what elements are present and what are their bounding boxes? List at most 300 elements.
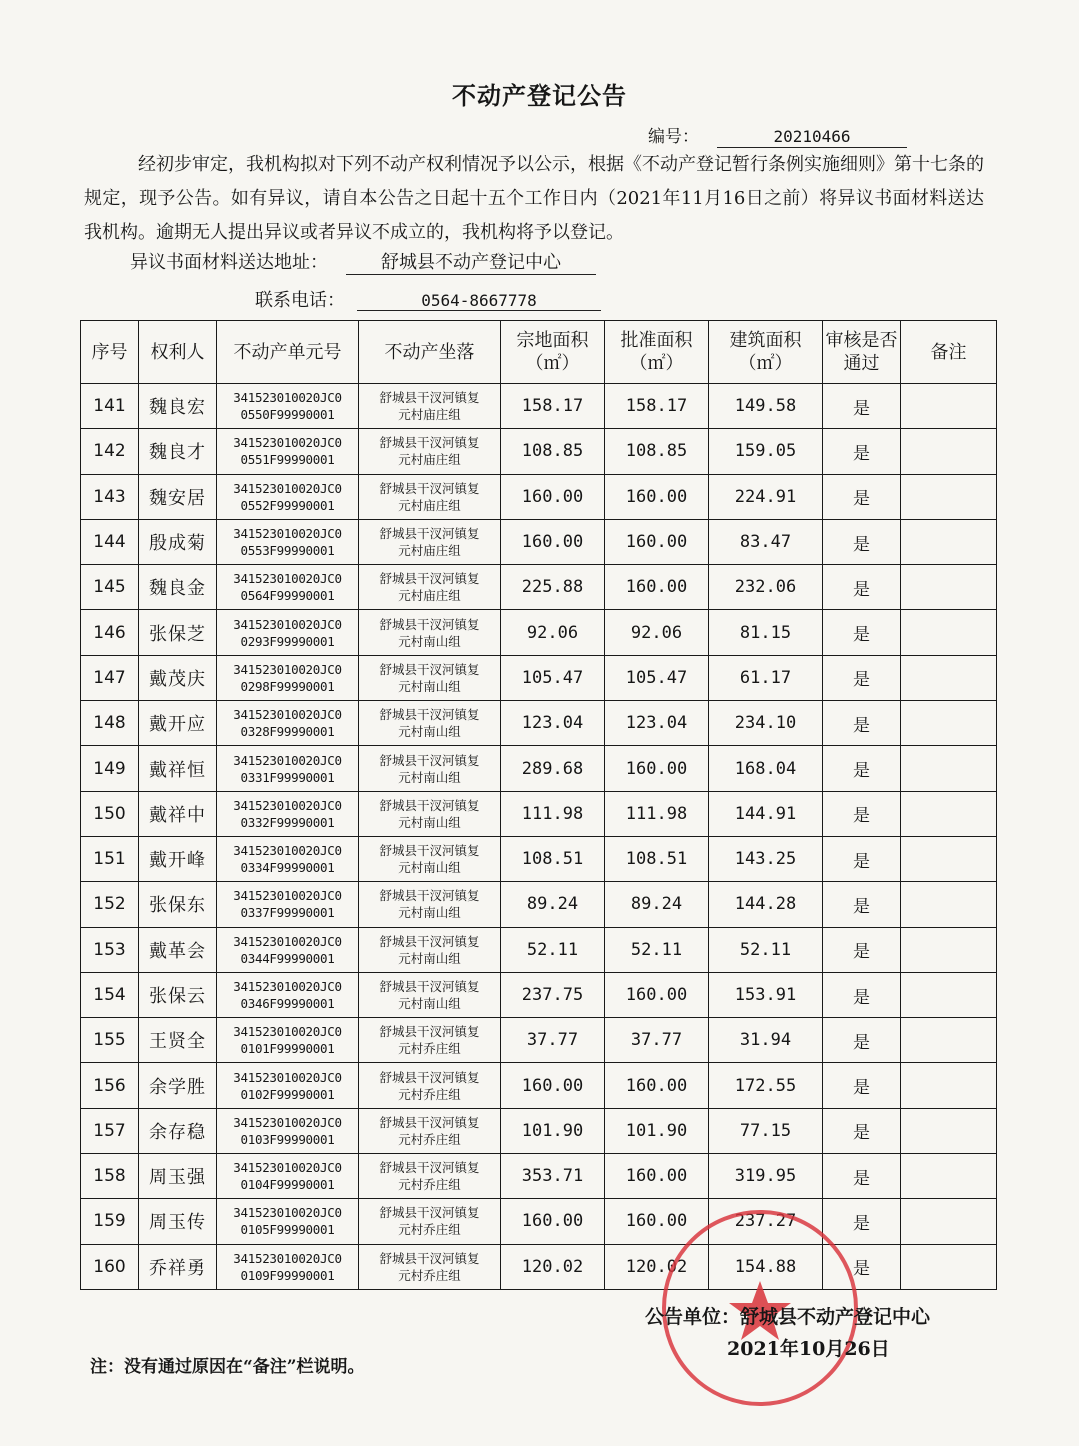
cell-building-area: 154.88 [709, 1244, 823, 1289]
location-part: 元村南山组 [398, 950, 461, 966]
cell-land-area: 120.02 [501, 1244, 605, 1289]
unit-number-part: 341523010020JC0 [233, 571, 342, 587]
cell-owner: 戴祥中 [139, 791, 217, 836]
header-seq: 序号 [81, 321, 139, 384]
cell-land-area: 160.00 [501, 474, 605, 519]
cell-unit-number [217, 927, 359, 972]
cell-unit-number [217, 384, 359, 429]
location-part: 元村南山组 [398, 678, 461, 694]
location-part: 舒城县干汊河镇复 [379, 480, 480, 496]
serial-number-label: 编号： [648, 127, 699, 147]
location-part: 元村庙庄组 [398, 543, 461, 559]
cell-approved: 是 [823, 655, 901, 700]
cell-owner: 戴祥恒 [139, 746, 217, 791]
location-part: 舒城县干汊河镇复 [379, 1069, 480, 1085]
cell-location [359, 972, 501, 1017]
cell-unit-number [217, 1108, 359, 1153]
cell-approved: 是 [823, 972, 901, 1017]
cell-remark [901, 927, 997, 972]
cell-land-area: 158.17 [501, 384, 605, 429]
table-row [81, 565, 997, 610]
cell-remark [901, 429, 997, 474]
header-approved: 审核是否通过 [823, 321, 901, 384]
location-part: 元村庙庄组 [398, 407, 461, 423]
location-part: 舒城县干汊河镇复 [379, 526, 480, 542]
cell-owner: 张保东 [139, 882, 217, 927]
cell-remark [901, 474, 997, 519]
cell-unit-number [217, 1244, 359, 1289]
location-part: 舒城县干汊河镇复 [379, 1205, 480, 1221]
cell-remark [901, 701, 997, 746]
cell-seq: 145 [81, 565, 139, 610]
cell-seq: 146 [81, 610, 139, 655]
cell-seq: 144 [81, 519, 139, 564]
cell-remark [901, 610, 997, 655]
cell-land-area: 101.90 [501, 1108, 605, 1153]
footer-date: 2021年10月26日 [727, 1338, 890, 1360]
cell-location [359, 1199, 501, 1244]
table-row [81, 1063, 997, 1108]
unit-number-part: 0346F99990001 [240, 996, 335, 1011]
cell-building-area: 232.06 [709, 565, 823, 610]
cell-owner: 魏良才 [139, 429, 217, 474]
cell-approved-area: 160.00 [605, 1154, 709, 1199]
cell-remark [901, 384, 997, 429]
cell-land-area: 160.00 [501, 1063, 605, 1108]
intro-paragraph: 经初步审定，我机构拟对下列不动产权利情况予以公示，根据《不动产登记暂行条例实施细则》第十七条的规定，现予公告。如有异议，请自本公告之日起十五个工作日内（2021年11月16日之前）将异议书面材料送达我机构。逾期无人提出异议或者异议不成立的，我机构将予以登记。 [84, 154, 984, 243]
cell-approved-area: 160.00 [605, 972, 709, 1017]
cell-remark [901, 655, 997, 700]
cell-approved: 是 [823, 565, 901, 610]
header-approved-area: 批准面积（㎡） [605, 321, 709, 384]
cell-land-area: 289.68 [501, 746, 605, 791]
unit-number-part: 341523010020JC0 [233, 979, 342, 994]
cell-location [359, 1063, 501, 1108]
cell-approved-area: 108.51 [605, 836, 709, 881]
unit-number-part: 0293F99990001 [240, 633, 335, 649]
unit-number-part: 0102F99990001 [240, 1086, 335, 1102]
table-row [81, 972, 997, 1017]
location-part: 元村南山组 [398, 814, 461, 830]
cell-owner: 周玉传 [139, 1199, 217, 1244]
cell-approved-area: 105.47 [605, 655, 709, 700]
unit-number-part: 341523010020JC0 [233, 707, 342, 723]
table-row [81, 474, 997, 519]
table-row [81, 836, 997, 881]
location-part: 舒城县干汊河镇复 [379, 1114, 480, 1130]
header-land-area: 宗地面积（㎡） [501, 321, 605, 384]
unit-number-part: 341523010020JC0 [233, 1114, 342, 1130]
cell-seq: 156 [81, 1063, 139, 1108]
table-row [81, 927, 997, 972]
document-title: 不动产登记公告 [452, 81, 627, 110]
cell-building-area: 149.58 [709, 384, 823, 429]
location-part: 舒城县干汊河镇复 [379, 933, 480, 949]
cell-approved-area: 123.04 [605, 701, 709, 746]
cell-approved-area: 52.11 [605, 927, 709, 972]
property-table [80, 320, 997, 1290]
table-row [81, 1108, 997, 1153]
cell-location [359, 610, 501, 655]
cell-approved: 是 [823, 791, 901, 836]
cell-location [359, 791, 501, 836]
cell-unit-number [217, 882, 359, 927]
cell-building-area: 237.27 [709, 1199, 823, 1244]
location-part: 元村乔庄组 [398, 1086, 461, 1102]
location-part: 舒城县干汊河镇复 [379, 1024, 480, 1040]
cell-approved: 是 [823, 610, 901, 655]
cell-seq: 154 [81, 972, 139, 1017]
cell-approved: 是 [823, 429, 901, 474]
unit-number-part: 0105F99990001 [240, 1222, 335, 1238]
unit-number-part: 341523010020JC0 [233, 1069, 342, 1085]
address-value: 舒城县不动产登记中心 [346, 248, 596, 275]
cell-location [359, 701, 501, 746]
cell-location [359, 882, 501, 927]
cell-unit-number [217, 1199, 359, 1244]
cell-land-area: 89.24 [501, 882, 605, 927]
header-remark: 备注 [901, 321, 997, 384]
location-part: 舒城县干汊河镇复 [379, 571, 480, 587]
cell-land-area: 37.77 [501, 1018, 605, 1063]
cell-location [359, 655, 501, 700]
cell-approved: 是 [823, 927, 901, 972]
cell-location [359, 1154, 501, 1199]
phone-label: 联系电话： [255, 290, 345, 311]
cell-building-area: 61.17 [709, 655, 823, 700]
cell-approved-area: 101.90 [605, 1108, 709, 1153]
cell-owner: 余学胜 [139, 1063, 217, 1108]
cell-seq: 150 [81, 791, 139, 836]
unit-number-part: 0104F99990001 [240, 1177, 335, 1193]
unit-number-part: 0109F99990001 [240, 1267, 335, 1283]
cell-land-area: 160.00 [501, 1199, 605, 1244]
cell-remark [901, 836, 997, 881]
cell-approved-area: 160.00 [605, 1199, 709, 1244]
cell-approved-area: 111.98 [605, 791, 709, 836]
location-part: 舒城县干汊河镇复 [379, 661, 480, 677]
cell-land-area: 225.88 [501, 565, 605, 610]
unit-number-part: 341523010020JC0 [233, 1250, 342, 1266]
cell-building-area: 234.10 [709, 701, 823, 746]
location-part: 舒城县干汊河镇复 [379, 843, 480, 859]
cell-land-area: 160.00 [501, 519, 605, 564]
cell-owner: 周玉强 [139, 1154, 217, 1199]
cell-owner: 王贤全 [139, 1018, 217, 1063]
cell-seq: 149 [81, 746, 139, 791]
cell-land-area: 108.51 [501, 836, 605, 881]
unit-number-part: 341523010020JC0 [233, 752, 342, 768]
cell-approved: 是 [823, 1244, 901, 1289]
cell-remark [901, 519, 997, 564]
address-label: 异议书面材料送达地址： [130, 252, 328, 273]
footnote: 注：没有通过原因在“备注”栏说明。 [90, 1357, 365, 1377]
serial-number-value: 20210466 [717, 127, 907, 148]
cell-approved-area: 37.77 [605, 1018, 709, 1063]
cell-seq: 159 [81, 1199, 139, 1244]
location-part: 元村庙庄组 [398, 452, 461, 468]
cell-seq: 151 [81, 836, 139, 881]
cell-land-area: 111.98 [501, 791, 605, 836]
cell-seq: 141 [81, 384, 139, 429]
table-row [81, 1154, 997, 1199]
cell-remark [901, 1063, 997, 1108]
location-part: 舒城县干汊河镇复 [379, 752, 480, 768]
location-part: 舒城县干汊河镇复 [379, 888, 480, 904]
location-part: 舒城县干汊河镇复 [379, 1250, 480, 1266]
cell-approved-area: 160.00 [605, 519, 709, 564]
cell-owner: 张保云 [139, 972, 217, 1017]
cell-seq: 155 [81, 1018, 139, 1063]
unit-number-part: 341523010020JC0 [233, 1205, 342, 1221]
cell-unit-number [217, 1018, 359, 1063]
cell-land-area: 123.04 [501, 701, 605, 746]
cell-approved-area: 92.06 [605, 610, 709, 655]
header-building-area: 建筑面积（㎡） [709, 321, 823, 384]
cell-approved-area: 158.17 [605, 384, 709, 429]
cell-building-area: 31.94 [709, 1018, 823, 1063]
footer-unit-value: 舒城县不动产登记中心 [740, 1306, 931, 1328]
table-row [81, 519, 997, 564]
cell-seq: 143 [81, 474, 139, 519]
header-location: 不动产坐落 [359, 321, 501, 384]
location-part: 元村南山组 [398, 633, 461, 649]
cell-building-area: 172.55 [709, 1063, 823, 1108]
cell-unit-number [217, 429, 359, 474]
cell-remark [901, 1108, 997, 1153]
cell-seq: 148 [81, 701, 139, 746]
cell-building-area: 159.05 [709, 429, 823, 474]
cell-remark [901, 791, 997, 836]
cell-location [359, 746, 501, 791]
unit-number-part: 341523010020JC0 [233, 843, 342, 859]
unit-number-part: 341523010020JC0 [233, 933, 342, 949]
cell-seq: 158 [81, 1154, 139, 1199]
cell-seq: 147 [81, 655, 139, 700]
table-row [81, 746, 997, 791]
location-part: 舒城县干汊河镇复 [379, 797, 480, 813]
cell-approved-area: 160.00 [605, 1063, 709, 1108]
cell-building-area: 52.11 [709, 927, 823, 972]
location-part: 元村乔庄组 [398, 1177, 461, 1193]
table-row [81, 791, 997, 836]
cell-approved-area: 160.00 [605, 746, 709, 791]
cell-unit-number [217, 474, 359, 519]
location-part: 元村南山组 [398, 724, 461, 740]
cell-location [359, 429, 501, 474]
address-line [130, 248, 596, 275]
cell-unit-number [217, 565, 359, 610]
cell-approved: 是 [823, 474, 901, 519]
cell-land-area: 52.11 [501, 927, 605, 972]
cell-seq: 160 [81, 1244, 139, 1289]
cell-building-area: 144.28 [709, 882, 823, 927]
cell-unit-number [217, 791, 359, 836]
cell-approved: 是 [823, 1108, 901, 1153]
location-part: 舒城县干汊河镇复 [379, 979, 480, 994]
unit-number-part: 341523010020JC0 [233, 390, 342, 406]
unit-number-part: 0550F99990001 [240, 407, 335, 423]
cell-owner: 魏良宏 [139, 384, 217, 429]
cell-land-area: 353.71 [501, 1154, 605, 1199]
cell-location [359, 474, 501, 519]
unit-number-part: 341523010020JC0 [233, 797, 342, 813]
cell-approved: 是 [823, 836, 901, 881]
table-row [81, 384, 997, 429]
unit-number-part: 0332F99990001 [240, 814, 335, 830]
table-row [81, 1018, 997, 1063]
unit-number-part: 0328F99990001 [240, 724, 335, 740]
cell-approved: 是 [823, 1199, 901, 1244]
cell-unit-number [217, 610, 359, 655]
cell-location [359, 1018, 501, 1063]
serial-number-line [648, 122, 907, 148]
cell-approved-area: 89.24 [605, 882, 709, 927]
cell-owner: 殷成菊 [139, 519, 217, 564]
cell-building-area: 319.95 [709, 1154, 823, 1199]
cell-land-area: 105.47 [501, 655, 605, 700]
table-row [81, 610, 997, 655]
cell-unit-number [217, 836, 359, 881]
cell-remark [901, 1018, 997, 1063]
cell-location [359, 519, 501, 564]
location-part: 元村乔庄组 [398, 1222, 461, 1238]
footer-unit-line [645, 1302, 930, 1329]
cell-building-area: 144.91 [709, 791, 823, 836]
unit-number-part: 341523010020JC0 [233, 480, 342, 496]
cell-remark [901, 1244, 997, 1289]
cell-approved: 是 [823, 1154, 901, 1199]
table-row [81, 429, 997, 474]
cell-approved: 是 [823, 882, 901, 927]
cell-seq: 157 [81, 1108, 139, 1153]
cell-location [359, 927, 501, 972]
cell-unit-number [217, 972, 359, 1017]
cell-land-area: 237.75 [501, 972, 605, 1017]
cell-land-area: 108.85 [501, 429, 605, 474]
cell-seq: 153 [81, 927, 139, 972]
phone-value: 0564-8667778 [357, 291, 601, 311]
cell-location [359, 565, 501, 610]
location-part: 元村庙庄组 [398, 497, 461, 513]
cell-approved-area: 120.02 [605, 1244, 709, 1289]
cell-owner: 乔祥勇 [139, 1244, 217, 1289]
unit-number-part: 341523010020JC0 [233, 661, 342, 677]
unit-number-part: 341523010020JC0 [233, 1160, 342, 1176]
cell-approved-area: 108.85 [605, 429, 709, 474]
unit-number-part: 0334F99990001 [240, 860, 335, 876]
unit-number-part: 0344F99990001 [240, 950, 335, 966]
location-part: 舒城县干汊河镇复 [379, 435, 480, 451]
unit-number-part: 341523010020JC0 [233, 1024, 342, 1040]
unit-number-part: 341523010020JC0 [233, 435, 342, 451]
unit-number-part: 0331F99990001 [240, 769, 335, 785]
cell-location [359, 384, 501, 429]
unit-number-part: 0564F99990001 [240, 588, 335, 604]
cell-land-area: 92.06 [501, 610, 605, 655]
cell-building-area: 77.15 [709, 1108, 823, 1153]
location-part: 元村南山组 [398, 769, 461, 785]
phone-line [255, 286, 601, 312]
unit-number-part: 0551F99990001 [240, 452, 335, 468]
unit-number-part: 341523010020JC0 [233, 616, 342, 632]
location-part: 元村乔庄组 [398, 1041, 461, 1057]
header-owner: 权利人 [139, 321, 217, 384]
unit-number-part: 341523010020JC0 [233, 888, 342, 904]
header-unit-number: 不动产单元号 [217, 321, 359, 384]
cell-owner: 戴开峰 [139, 836, 217, 881]
cell-remark [901, 1199, 997, 1244]
cell-remark [901, 882, 997, 927]
location-part: 元村南山组 [398, 860, 461, 876]
cell-owner: 余存稳 [139, 1108, 217, 1153]
cell-remark [901, 565, 997, 610]
cell-building-area: 224.91 [709, 474, 823, 519]
location-part: 舒城县干汊河镇复 [379, 707, 480, 723]
cell-approved: 是 [823, 519, 901, 564]
footer-unit-label: 公告单位： [645, 1306, 741, 1328]
cell-location [359, 1108, 501, 1153]
cell-location [359, 1244, 501, 1289]
unit-number-part: 0103F99990001 [240, 1131, 335, 1147]
cell-building-area: 143.25 [709, 836, 823, 881]
cell-remark [901, 746, 997, 791]
cell-owner: 戴革会 [139, 927, 217, 972]
table-row [81, 655, 997, 700]
location-part: 元村庙庄组 [398, 588, 461, 604]
cell-unit-number [217, 701, 359, 746]
unit-number-part: 341523010020JC0 [233, 526, 342, 542]
cell-building-area: 153.91 [709, 972, 823, 1017]
location-part: 舒城县干汊河镇复 [379, 1160, 480, 1176]
cell-building-area: 81.15 [709, 610, 823, 655]
cell-building-area: 168.04 [709, 746, 823, 791]
unit-number-part: 0101F99990001 [240, 1041, 335, 1057]
location-part: 元村乔庄组 [398, 1131, 461, 1147]
cell-approved: 是 [823, 746, 901, 791]
cell-approved: 是 [823, 701, 901, 746]
cell-owner: 戴茂庆 [139, 655, 217, 700]
cell-unit-number [217, 519, 359, 564]
cell-owner: 张保芝 [139, 610, 217, 655]
cell-approved: 是 [823, 1063, 901, 1108]
cell-remark [901, 972, 997, 1017]
table-row [81, 701, 997, 746]
cell-approved-area: 160.00 [605, 565, 709, 610]
cell-approved-area: 160.00 [605, 474, 709, 519]
location-part: 元村南山组 [398, 996, 461, 1011]
table-body [81, 384, 997, 1290]
table-header-row [81, 321, 997, 384]
cell-unit-number [217, 1063, 359, 1108]
table-row [81, 882, 997, 927]
location-part: 元村南山组 [398, 905, 461, 921]
cell-seq: 142 [81, 429, 139, 474]
location-part: 元村乔庄组 [398, 1267, 461, 1283]
cell-location [359, 836, 501, 881]
cell-unit-number [217, 655, 359, 700]
cell-unit-number [217, 1154, 359, 1199]
cell-owner: 魏安居 [139, 474, 217, 519]
cell-owner: 戴开应 [139, 701, 217, 746]
cell-building-area: 83.47 [709, 519, 823, 564]
unit-number-part: 0337F99990001 [240, 905, 335, 921]
cell-approved: 是 [823, 1018, 901, 1063]
location-part: 舒城县干汊河镇复 [379, 390, 480, 406]
cell-unit-number [217, 746, 359, 791]
unit-number-part: 0298F99990001 [240, 678, 335, 694]
unit-number-part: 0553F99990001 [240, 543, 335, 559]
